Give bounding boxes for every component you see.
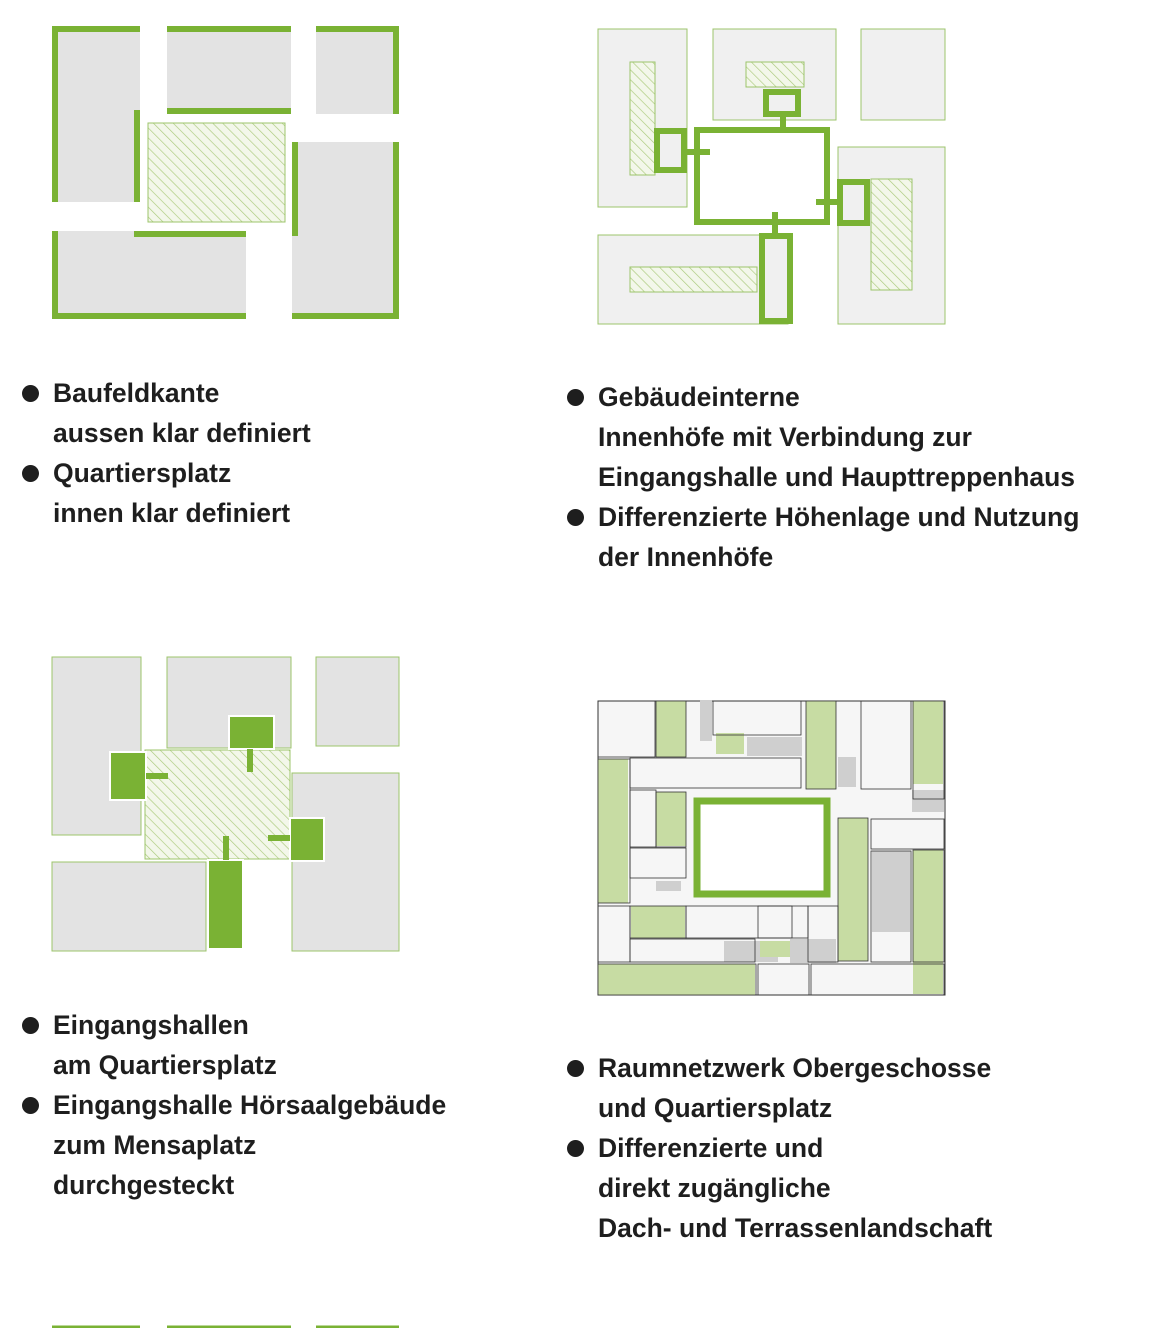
bullet-item: [22, 373, 311, 453]
caption-line: der Innenhöfe: [598, 542, 774, 572]
caption-line: Innenhöfe mit Verbindung zur: [598, 422, 972, 452]
caption-line: Eingangshalle und Haupttreppenhaus: [598, 462, 1076, 492]
caption-line: Eingangshallen: [53, 1010, 249, 1040]
caption-line: aussen klar definiert: [53, 418, 311, 448]
bullet-item: [567, 497, 1079, 577]
quartiersplatz-hatched: [145, 750, 290, 859]
bullet-item: [22, 1085, 446, 1205]
caption-innenhoefe: [567, 377, 1079, 577]
caption-line: Raumnetzwerk Obergeschosse: [598, 1053, 992, 1083]
caption-line: Baufeldkante: [53, 378, 220, 408]
bullet-item: [22, 453, 311, 533]
diagram-raumnetzwerk: [570, 680, 970, 1010]
caption-raumnetzwerk: [567, 1048, 992, 1248]
caption-line: Differenzierte und: [598, 1133, 824, 1163]
quartiersplatz-hatched: [148, 123, 285, 222]
bullet-item: [567, 1048, 992, 1128]
diagram-innenhoefe: [570, 0, 970, 360]
diagram-baufeld: [0, 0, 560, 360]
caption-eingangshallen: [22, 1005, 446, 1205]
diagram-eingangshallen: [0, 640, 560, 970]
bullet-item: [567, 1128, 992, 1248]
caption-line: am Quartiersplatz: [53, 1050, 277, 1080]
caption-line: Dach- und Terrassenlandschaft: [598, 1213, 993, 1243]
caption-baufeld: [22, 373, 311, 533]
caption-line: zum Mensaplatz: [53, 1130, 257, 1160]
caption-line: Eingangshalle Hörsaalgebäude: [53, 1090, 447, 1120]
caption-line: Quartiersplatz: [53, 458, 232, 488]
bullet-item: [22, 1005, 446, 1085]
caption-line: direkt zugängliche: [598, 1173, 831, 1203]
diagram-partial-next: [0, 1320, 560, 1328]
caption-line: innen klar definiert: [53, 498, 291, 528]
caption-line: Differenzierte Höhenlage und Nutzung: [598, 502, 1080, 532]
quartiersplatz-frame: [697, 801, 827, 894]
bullet-item: [567, 377, 1079, 497]
caption-line: durchgesteckt: [53, 1170, 235, 1200]
caption-line: Gebäudeinterne: [598, 382, 800, 412]
caption-line: und Quartiersplatz: [598, 1093, 833, 1123]
